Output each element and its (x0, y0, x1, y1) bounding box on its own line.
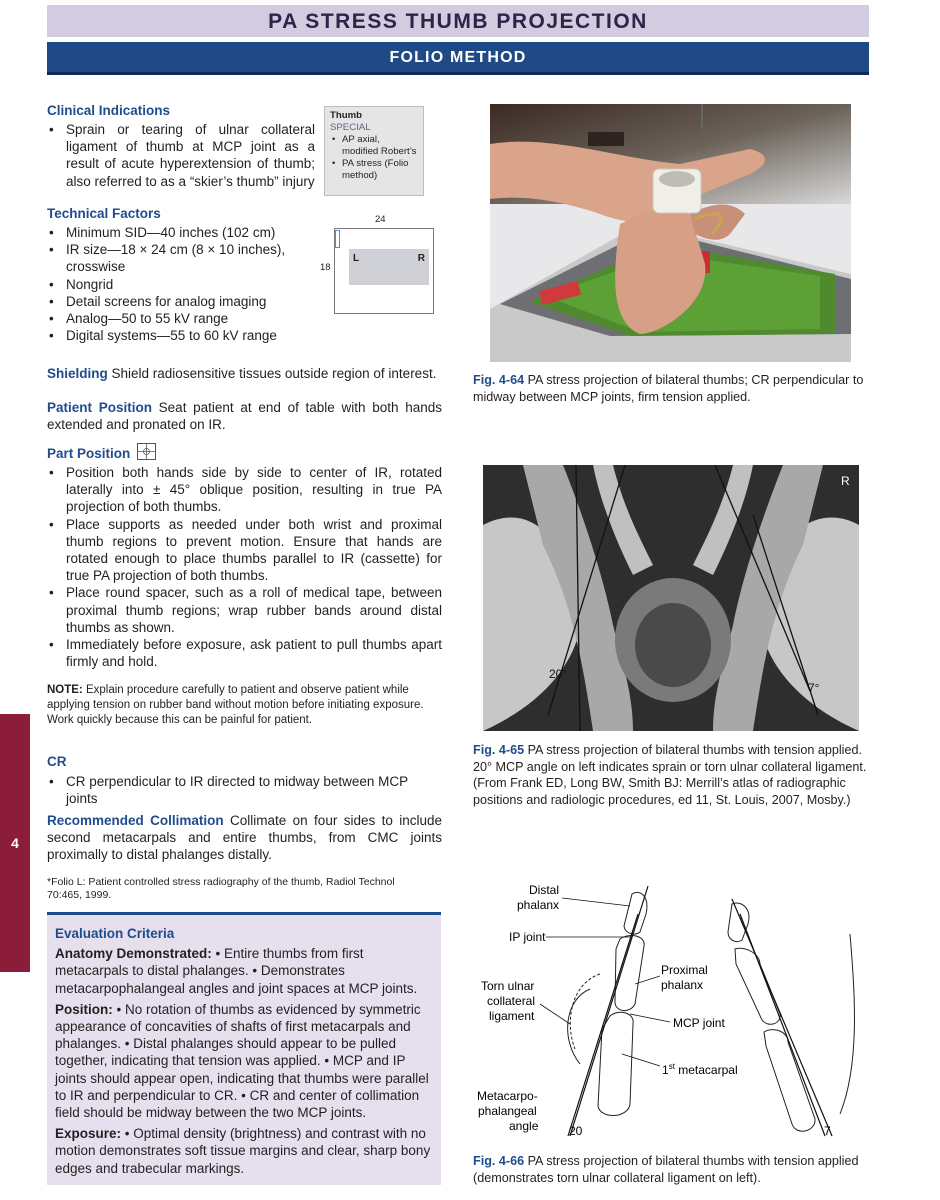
cr-list (47, 773, 442, 807)
ir-size-diagram (318, 212, 443, 316)
list-item: • AP axial, modified Robert’s (330, 134, 418, 158)
label-mcp-angle-1: Metacarpo- (477, 1089, 538, 1103)
metacarpal-text: metacarpal (674, 1063, 738, 1077)
fig-4-65-angle-right: 7° (808, 681, 820, 695)
fig-4-65-text: PA stress projection of bilateral thumbs with tension applied. 20° MCP angle on left indicates sprain or torn ulnar collateral ligament. (From Frank ED, Long BW, Smith BJ: Merrill’s atlas of radiographic positions and radiologic procedures, ed 11, St. Louis, 2007, Mosby.) (473, 743, 867, 807)
fig-4-64-label: Fig. 4-64 (473, 373, 525, 387)
technical-factors-heading: Technical Factors (47, 206, 161, 221)
collimation-heading: Recommended Collimation (47, 813, 224, 828)
exposure-paragraph (55, 1125, 435, 1177)
nav-box-list (330, 134, 418, 182)
technical-factors-list (47, 224, 312, 344)
list-item: • Place round spacer, such as a roll of medical tape, between proximal thumb regions; wrap rubber bands around distal thumbs as shown. (47, 584, 442, 636)
anatomy-paragraph (55, 945, 435, 997)
label-mcp-angle-2: phalangeal (478, 1104, 537, 1118)
right-marker: R (417, 253, 425, 264)
position-text: • No rotation of thumbs as evidenced by symmetric appearance of concavities of shafts of first metacarpals and phalanges. • Distal phalanges should appear to be pulled together, indicating that tension was applied. • MCP and IP joints should appear open, indicating that thumbs were parallel to IR and perpendicular to CR. • CR and center of collimation field should be midway between the two MCP joints. (55, 1001, 429, 1121)
nav-box-category: SPECIAL (330, 122, 371, 133)
fig-4-65-caption (473, 742, 873, 808)
shielding-section (47, 365, 442, 382)
exposure-text: • Optimal density (brightness) and contrast with no motion demonstrates soft tissue margins and clear, sharp bony edges and trabecular markings. (55, 1126, 431, 1176)
fig-4-64-photo (490, 104, 851, 362)
left-marker: L (353, 253, 360, 264)
procedure-nav-box (324, 106, 424, 196)
anatomy-label: Anatomy Demonstrated: (55, 946, 212, 962)
page-title: PA STRESS THUMB PROJECTION (47, 5, 869, 37)
ir-marker-tab (335, 230, 340, 248)
footnote: *Folio L: Patient controlled stress radiography of the thumb, Radiol Technol 70:465, 1999. (47, 876, 395, 901)
anatomy-text: • Entire thumbs from first metacarpals to distal phalanges. • Demonstrates metacarpophalangeal angles and joint spaces at MCP joints. (55, 946, 418, 996)
fig-4-65-label: Fig. 4-65 (473, 743, 525, 757)
ir-field (349, 249, 429, 285)
page-subtitle: FOLIO METHOD (47, 42, 869, 75)
fig-4-66-caption (473, 1153, 873, 1186)
label-angle-right: 7 (824, 1124, 831, 1138)
ir-height-label: 18 (320, 262, 331, 273)
list-item: • Sprain or tearing of ulnar collateral ligament of thumb at MCP joint as a result of acute hyperextension of thumb; also referred to as a “skier’s thumb” injury (47, 121, 315, 190)
fig-4-65-angle-left: 20° (549, 667, 568, 681)
note (47, 683, 442, 728)
metacarpal-superscript: st (668, 1062, 675, 1071)
positioning-icon (137, 443, 156, 460)
list-item: • Position both hands side by side to center of IR, rotated laterally into ± 45° oblique position, resulting in true PA projection of both thumbs. (47, 464, 442, 516)
fig-4-66-diagram (470, 874, 870, 1144)
fig-4-64-text: PA stress projection of bilateral thumbs; CR perpendicular to midway between MCP joints, firm tension applied. (473, 373, 864, 404)
shielding-heading: Shielding (47, 366, 108, 381)
nav-box-title: Thumb (330, 110, 362, 121)
technical-factors-section (47, 206, 312, 344)
list-item: • PA stress (Folio method) (330, 158, 418, 182)
part-position-heading: Part Position (47, 446, 131, 461)
cr-heading: CR (47, 754, 67, 769)
list-item: • Analog—50 to 55 kV range (47, 310, 312, 327)
list-item: • Nongrid (47, 276, 312, 293)
label-mcp-angle-3: angle (509, 1119, 539, 1133)
shielding-text: Shield radiosensitive tissues outside region of interest. (111, 366, 437, 381)
ir-width-label: 24 (375, 214, 386, 225)
list-item: • Place supports as needed under both wrist and proximal thumb regions to prevent motion. Ensure that hands are rotated enough to place thumbs parallel to IR (cassette) for true PA projection of both thumbs. (47, 516, 442, 585)
label-proximal-2: phalanx (661, 978, 704, 992)
list-item: • Minimum SID—40 inches (102 cm) (47, 224, 312, 241)
patient-position-section (47, 399, 442, 433)
label-distal-2: phalanx (517, 898, 560, 912)
cr-section (47, 754, 442, 807)
list-item: • CR perpendicular to IR directed to midway between MCP joints (47, 773, 442, 807)
fig-4-65-marker: R (841, 474, 850, 488)
thumbs-radiograph-illustration (483, 465, 859, 731)
label-angle-left: 20 (569, 1124, 583, 1138)
clinical-indications-list (47, 121, 315, 190)
position-label: Position: (55, 1001, 113, 1017)
evaluation-heading: Evaluation Criteria (55, 926, 175, 941)
patient-position-text: Seat patient at end of table with both hands extended and pronated on IR. (47, 400, 442, 433)
chapter-number: 4 (11, 835, 19, 851)
exposure-label: Exposure: (55, 1126, 122, 1142)
label-torn-2: collateral (487, 994, 536, 1008)
evaluation-criteria-box (47, 912, 441, 1185)
fig-4-66-text: PA stress projection of bilateral thumbs with tension applied (demonstrates torn ulnar collateral ligament on left). (473, 1154, 859, 1185)
label-torn-3: ligament (489, 1009, 535, 1023)
list-item: • IR size—18 × 24 cm (8 × 10 inches), crosswise (47, 241, 312, 275)
collimation-section (47, 812, 442, 864)
clinical-indications-heading: Clinical Indications (47, 103, 171, 118)
label-first-metacarpal (662, 1062, 738, 1077)
collimation-text: Collimate on four sides to include second metacarpals and entire thumbs, from CMC joints proximally to distal phalanges distally. (47, 813, 442, 863)
label-mcp-joint: MCP joint (673, 1016, 725, 1030)
metacarpal-number: 1 (662, 1063, 669, 1077)
label-proximal-1: Proximal (661, 963, 708, 977)
list-item: • Digital systems—55 to 60 kV range (47, 327, 312, 344)
thumb-anatomy-diagram (470, 874, 870, 1144)
fig-4-64-caption (473, 372, 873, 405)
label-distal-1: Distal (529, 883, 560, 897)
list-item: • Immediately before exposure, ask patient to pull thumbs apart firmly and hold. (47, 636, 442, 670)
label-ip-joint: IP joint (509, 930, 546, 944)
part-position-section (47, 443, 442, 670)
fig-4-66-label: Fig. 4-66 (473, 1154, 525, 1168)
fig-4-65-radiograph (483, 465, 859, 731)
chapter-tab (0, 714, 30, 972)
note-label: NOTE: (47, 684, 83, 696)
position-paragraph (55, 1001, 435, 1121)
patient-position-heading: Patient Position (47, 400, 152, 415)
part-position-list (47, 464, 442, 670)
label-torn-1: Torn ulnar (481, 979, 535, 993)
note-text: Explain procedure carefully to patient and observe patient while applying tension on rubber band without motion before initiating exposure. Work quickly because this can be painful for patient. (47, 684, 424, 726)
clinical-indications-section (47, 103, 315, 190)
hands-photo-illustration (490, 104, 851, 362)
list-item: • Detail screens for analog imaging (47, 293, 312, 310)
